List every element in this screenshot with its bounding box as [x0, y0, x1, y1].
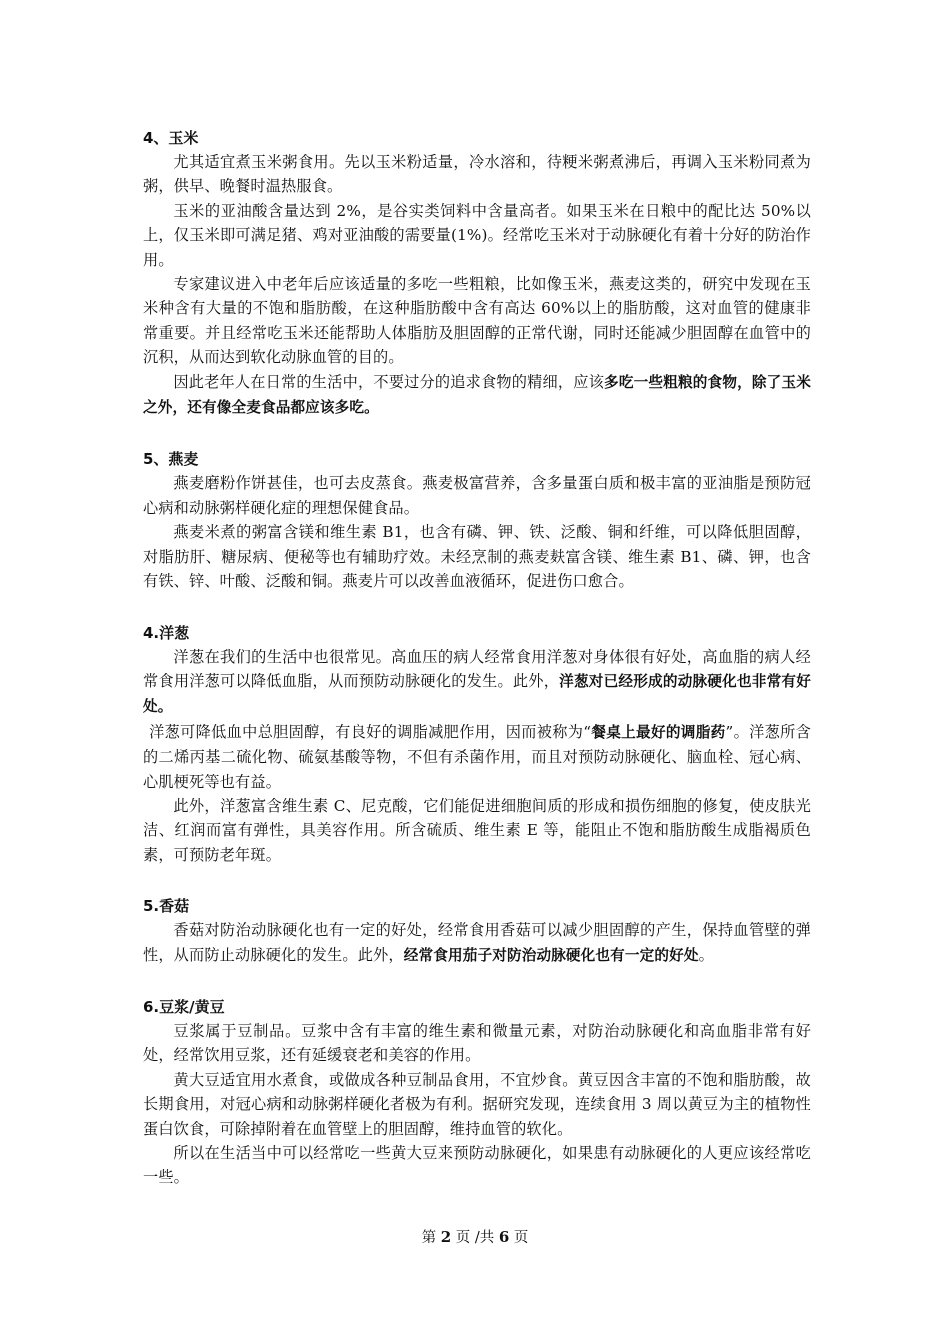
- paragraph: 燕麦米煮的粥富含镁和维生素 B1，也含有磷、钾、铁、泛酸、铜和纤维，可以降低胆固醇，对脂肪肝、糖尿病、便秘等也有辅助疗效。未经烹制的燕麦麸富含镁、维生素 B1、磷、钾，也含有铁、锌、叶酸、泛酸和铜。燕麦片可以改善血液循环，促进伤口愈合。: [143, 523, 811, 591]
- current-page-number: 2: [440, 1228, 452, 1246]
- section-heading: 5.香菇: [143, 897, 190, 916]
- footer-prefix: 第: [421, 1230, 437, 1246]
- bold-text: 洋葱对已经形成的动脉硬化也非常有好处。: [143, 672, 811, 716]
- section-corn: [143, 126, 811, 420]
- paragraph: 专家建议进入中老年后应该适量的多吃一些粗粮，比如像玉米，燕麦这类的，研究中发现在玉米种含有大量的不饱和脂肪酸，在这种脂肪酸中含有高达 60%以上的脂肪酸，这对血管的健康非常重要。并且经常吃玉米还能帮助人体脂肪及胆固醇的正常代谢，同时还能减少胆固醇在血管中的沉积，从而达到软化动脉血管的目的。: [143, 275, 811, 367]
- bold-text: 多吃一些粗粮的食物，除了玉米之外，还有像全麦食品都应该多吃。: [143, 373, 811, 417]
- section-onion: [143, 621, 811, 868]
- paragraph: 因此老年人在日常的生活中，不要过分的追求食物的精细，应该多吃一些粗粮的食物，除了玉米之外，还有像全麦食品都应该多吃。: [143, 372, 811, 417]
- total-page-number: 6: [498, 1228, 510, 1246]
- paragraph: 尤其适宜煮玉米粥食用。先以玉米粉适量，冷水溶和，待粳米粥煮沸后，再调入玉米粉同煮为粥，供早、晚餐时温热服食。: [143, 153, 811, 196]
- footer-suffix: 页: [513, 1230, 529, 1246]
- footer-middle: 页 /共: [455, 1230, 495, 1246]
- paragraph: 豆浆属于豆制品。豆浆中含有丰富的维生素和微量元素，对防治动脉硬化和高血脂非常有好处，经常饮用豆浆，还有延缓衰老和美容的作用。: [143, 1021, 811, 1065]
- paragraph: 洋葱在我们的生活中也很常见。高血压的病人经常食用洋葱对身体很有好处，高血脂的病人经常食用洋葱可以降低血脂，从而预防动脉硬化的发生。此外，洋葱对已经形成的动脉硬化也非常有好处。: [143, 647, 811, 716]
- section-mushroom: [143, 894, 811, 968]
- section-heading: 5、燕麦: [143, 450, 199, 469]
- document-page: [143, 126, 811, 1217]
- paragraph: 黄大豆适宜用水煮食，或做成各种豆制品食用，不宜炒食。黄豆因含丰富的不饱和脂肪酸，故长期食用，对冠心病和动脉粥样硬化者极为有利。据研究发现，连续食用 3 周以黄豆为主的植物性蛋白饮食，可除掉附着在血管壁上的胆固醇，维持血管的软化。: [143, 1070, 811, 1138]
- section-soy: [143, 995, 811, 1190]
- section-heading: 4.洋葱: [143, 623, 190, 642]
- bold-text: 经常食用茄子对防治动脉硬化也有一定的好处: [403, 946, 699, 964]
- paragraph: 此外，洋葱富含维生素 C、尼克酸，它们能促进细胞间质的形成和损伤细胞的修复，使皮肤光洁、红润而富有弹性，具美容作用。所含硫质、维生素 E 等，能阻止不饱和脂肪酸生成脂褐质色素，可预防老年斑。: [143, 796, 811, 864]
- section-oats: [143, 447, 811, 593]
- bold-text: 餐桌上最好的调脂药: [591, 723, 726, 741]
- section-heading: 6.豆浆/黄豆: [143, 997, 225, 1016]
- paragraph: 香菇对防治动脉硬化也有一定的好处，经常食用香菇可以减少胆固醇的产生，保持血管壁的弹性，从而防止动脉硬化的发生。此外，经常食用茄子对防治动脉硬化也有一定的好处。: [143, 921, 811, 964]
- section-heading: 4、玉米: [143, 129, 199, 147]
- paragraph: 玉米的亚油酸含量达到 2%，是谷实类饲料中含量高者。如果玉米在日粮中的配比达 50%以上，仅玉米即可满足猪、鸡对亚油酸的需要量(1%)。经常吃玉米对于动脉硬化有着十分好的防治作用。: [143, 201, 811, 269]
- paragraph: 燕麦磨粉作饼甚佳，也可去皮蒸食。燕麦极富营养，含多量蛋白质和极丰富的亚油脂是预防冠心病和动脉粥样硬化症的理想保健食品。: [143, 474, 811, 517]
- paragraph: 所以在生活当中可以经常吃一些黄大豆来预防动脉硬化，如果患有动脉硬化的人更应该经常吃一些。: [143, 1144, 811, 1187]
- page-footer: [0, 1226, 950, 1247]
- paragraph: 洋葱可降低血中总胆固醇，有良好的调脂减肥作用，因而被称为“餐桌上最好的调脂药”。洋葱所含的二烯丙基二硫化物、硫氨基酸等物，不但有杀菌作用，而且对预防动脉硬化、脑血栓、冠心病、心肌梗死等也有益。: [143, 722, 811, 791]
